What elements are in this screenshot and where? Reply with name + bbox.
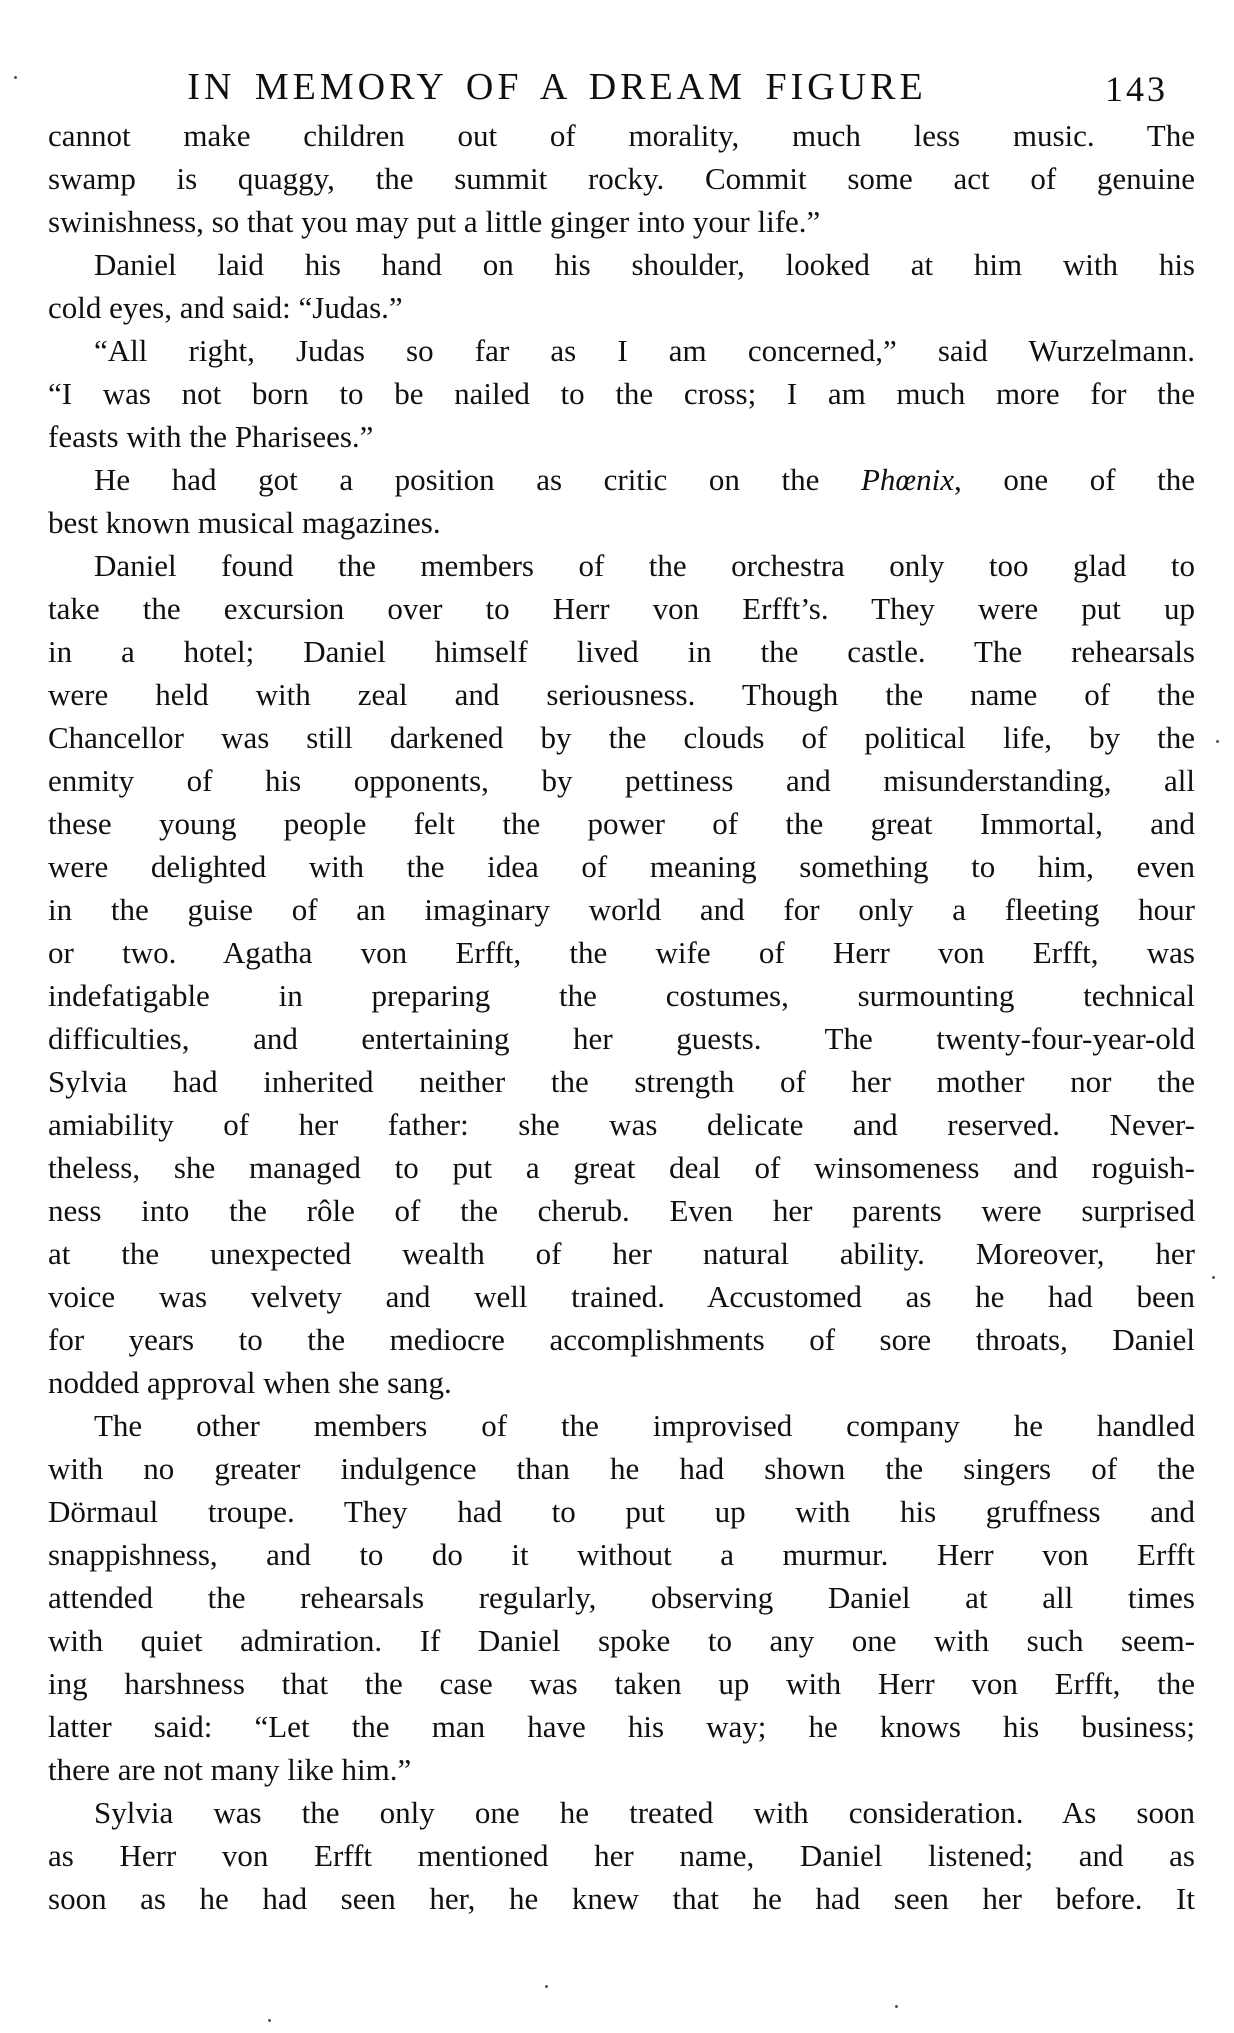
text-line: swinishness, so that you may put a little ginger into your life.”	[48, 204, 821, 239]
text-line: feasts with the Pharisees.”	[48, 419, 374, 454]
text-line: Chancellor was still darkened by the clouds of political life, by the	[48, 720, 1195, 755]
text-line: ness into the rôle of the cherub. Even her parents were surprised	[48, 1193, 1195, 1228]
text-line: amiability of her father: she was delicate and reserved. Never-	[48, 1107, 1195, 1142]
text-line: in a hotel; Daniel himself lived in the castle. The rehearsals	[48, 634, 1195, 669]
scan-speck	[14, 76, 17, 79]
text-line: “I was not born to be nailed to the cross; I am much more for the	[48, 376, 1195, 411]
text-line: were delighted with the idea of meaning something to him, even	[48, 849, 1195, 884]
text-line: latter said: “Let the man have his way; he knows his business;	[48, 1709, 1195, 1744]
text-line: attended the rehearsals regularly, observing Daniel at all times	[48, 1580, 1195, 1615]
text-line: or two. Agatha von Erfft, the wife of Herr von Erfft, was	[48, 935, 1195, 970]
text-line: difficulties, and entertaining her guests. The twenty-four-year-old	[48, 1021, 1195, 1056]
text-line: enmity of his opponents, by pettiness and misunderstanding, all	[48, 763, 1195, 798]
text-line: best known musical magazines.	[48, 505, 441, 540]
text-line: these young people felt the power of the great Immortal, and	[48, 806, 1195, 841]
paragraph	[48, 1791, 1195, 1920]
text-line: nodded approval when she sang.	[48, 1365, 452, 1400]
text-line: for years to the mediocre accomplishments of sore throats, Daniel	[48, 1322, 1195, 1357]
text-line: indefatigable in preparing the costumes, surmounting technical	[48, 978, 1195, 1013]
page-number: 143	[1105, 69, 1168, 109]
paragraph	[48, 243, 1195, 329]
text-line: take the excursion over to Herr von Erfft’s. They were put up	[48, 591, 1195, 626]
text-line: Sylvia was the only one he treated with consideration. As soon	[94, 1795, 1195, 1830]
text-line: voice was velvety and well trained. Accustomed as he had been	[48, 1279, 1195, 1314]
running-title: IN MEMORY OF A DREAM FIGURE	[187, 66, 927, 108]
scan-speck	[268, 2019, 271, 2022]
text-line: with quiet admiration. If Daniel spoke to any one with such seem-	[48, 1623, 1195, 1658]
scan-speck	[1212, 1276, 1215, 1279]
text-line: ing harshness that the case was taken up with Herr von Erfft, the	[48, 1666, 1195, 1701]
text-line: Sylvia had inherited neither the strength of her mother nor the	[48, 1064, 1195, 1099]
text-line: swamp is quaggy, the summit rocky. Commit some act of genuine	[48, 161, 1195, 196]
paragraph	[48, 544, 1195, 1404]
text-line: at the unexpected wealth of her natural ability. Moreover, her	[48, 1236, 1195, 1271]
text-line: soon as he had seen her, he knew that he had seen her before. It	[48, 1881, 1195, 1916]
page-header	[0, 64, 1234, 110]
text-line: The other members of the improvised company he handled	[94, 1408, 1195, 1443]
text-line: cannot make children out of morality, much less music. The	[48, 118, 1195, 153]
text-line: were held with zeal and seriousness. Though the name of the	[48, 677, 1195, 712]
text-line: Daniel laid his hand on his shoulder, looked at him with his	[94, 247, 1195, 282]
paragraph	[48, 329, 1195, 458]
text-line: snappishness, and to do it without a murmur. Herr von Erfft	[48, 1537, 1195, 1572]
page-body	[0, 114, 1234, 1920]
scan-speck	[1216, 740, 1219, 743]
text-line: theless, she managed to put a great deal of winsomeness and roguish-	[48, 1150, 1195, 1185]
text-line: “All right, Judas so far as I am concerned,” said Wurzelmann.	[94, 333, 1195, 368]
paragraph	[48, 114, 1195, 243]
text-line: He had got a position as critic on the Phœnix, one of the	[94, 462, 1195, 497]
text-line: as Herr von Erfft mentioned her name, Daniel listened; and as	[48, 1838, 1195, 1873]
text-line: with no greater indulgence than he had shown the singers of the	[48, 1451, 1195, 1486]
text-line: Daniel found the members of the orchestra only too glad to	[94, 548, 1195, 583]
text-line: cold eyes, and said: “Judas.”	[48, 290, 403, 325]
text-line: in the guise of an imaginary world and for only a fleeting hour	[48, 892, 1195, 927]
text-line: there are not many like him.”	[48, 1752, 412, 1787]
scan-speck	[545, 1985, 548, 1988]
text-line: Dörmaul troupe. They had to put up with his gruffness and	[48, 1494, 1195, 1529]
paragraph	[48, 1404, 1195, 1791]
paragraph	[48, 458, 1195, 544]
scan-speck	[895, 2005, 898, 2008]
